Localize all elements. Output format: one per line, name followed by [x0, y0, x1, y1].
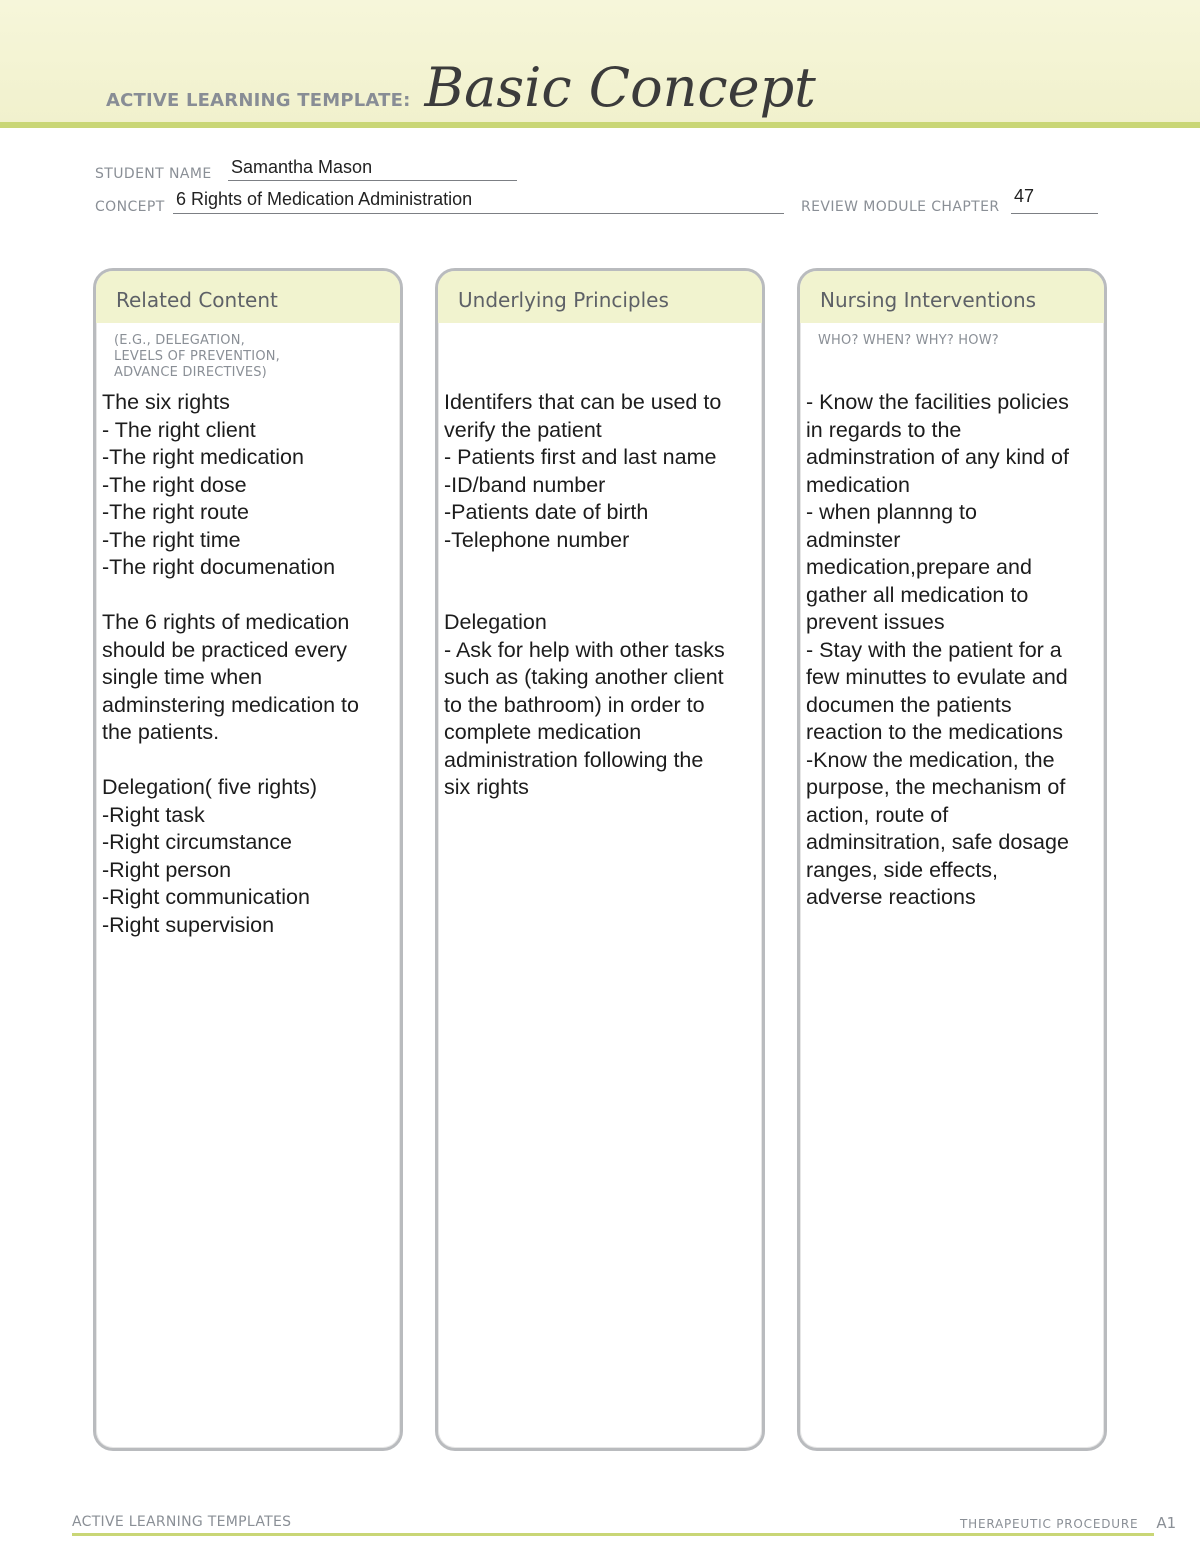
panel-title: Underlying Principles [458, 288, 669, 312]
footer-rule [72, 1533, 1154, 1536]
nursing-interventions-panel [797, 268, 1107, 1451]
concept-label: CONCEPT [95, 199, 165, 215]
concept-line [173, 213, 784, 214]
student-name-line [228, 180, 517, 181]
review-module-line [1011, 213, 1098, 214]
nursing-interventions-text[interactable]: - Know the facilities policies in regards to the adminstration of any kind of medication - when plannng to adminster medication,prepare and gather all medication to prevent issues - Stay with the patient for a few minuttes to evulate and documen the patients reaction to the medications -Know the medication, the purpose, the mechanism of action, route of adminsitration, safe dosage ranges, side effects, adverse reactions [806, 390, 1069, 909]
student-name-label: STUDENT NAME [95, 166, 212, 182]
underlying-principles-panel [435, 268, 765, 1451]
student-name-value[interactable]: Samantha Mason [231, 157, 373, 177]
panel-title: Nursing Interventions [820, 288, 1037, 312]
panel-subtitle: (E.G., DELEGATION, LEVELS OF PREVENTION, ADVANCE DIRECTIVES) [114, 333, 281, 380]
review-module-value[interactable]: 47 [1014, 186, 1035, 206]
footer-section-label: THERAPEUTIC PROCEDURE [960, 1517, 1139, 1531]
review-module-label: REVIEW MODULE CHAPTER [801, 199, 1000, 215]
header-rule [0, 122, 1200, 128]
panel-title: Related Content [116, 288, 278, 312]
template-prefix: ACTIVE LEARNING TEMPLATE: [106, 90, 411, 111]
panel-header [96, 271, 400, 323]
underlying-principles-text[interactable]: Identifers that can be used to verify the patient - Patients first and last name -ID/band number -Patients date of birth -Telephone number Delegation - Ask for help with other tasks such as (taking another client to the bathroom) in order to complete medication administration following the six rights [444, 390, 725, 799]
panel-subtitle: WHO? WHEN? WHY? HOW? [818, 333, 999, 348]
footer-section [960, 1514, 1176, 1532]
related-content-panel [93, 268, 403, 1451]
footer-label: ACTIVE LEARNING TEMPLATES [72, 1514, 292, 1530]
panel-header [438, 271, 762, 323]
related-content-text[interactable]: The six rights - The right client -The right medication -The right dose -The right route -The right time -The right documenation The 6 rights of medication should be practiced every single time when adminstering medication to the patients. Delegation( five rights) -Right task -Right circumstance -Right person -Right communication -Right supervision [102, 390, 359, 937]
concept-value[interactable]: 6 Rights of Medication Administration [176, 189, 473, 209]
page-title [106, 56, 816, 119]
panel-header [800, 271, 1104, 323]
template-title: Basic Concept [424, 56, 816, 119]
footer-page-code: A1 [1156, 1514, 1177, 1532]
